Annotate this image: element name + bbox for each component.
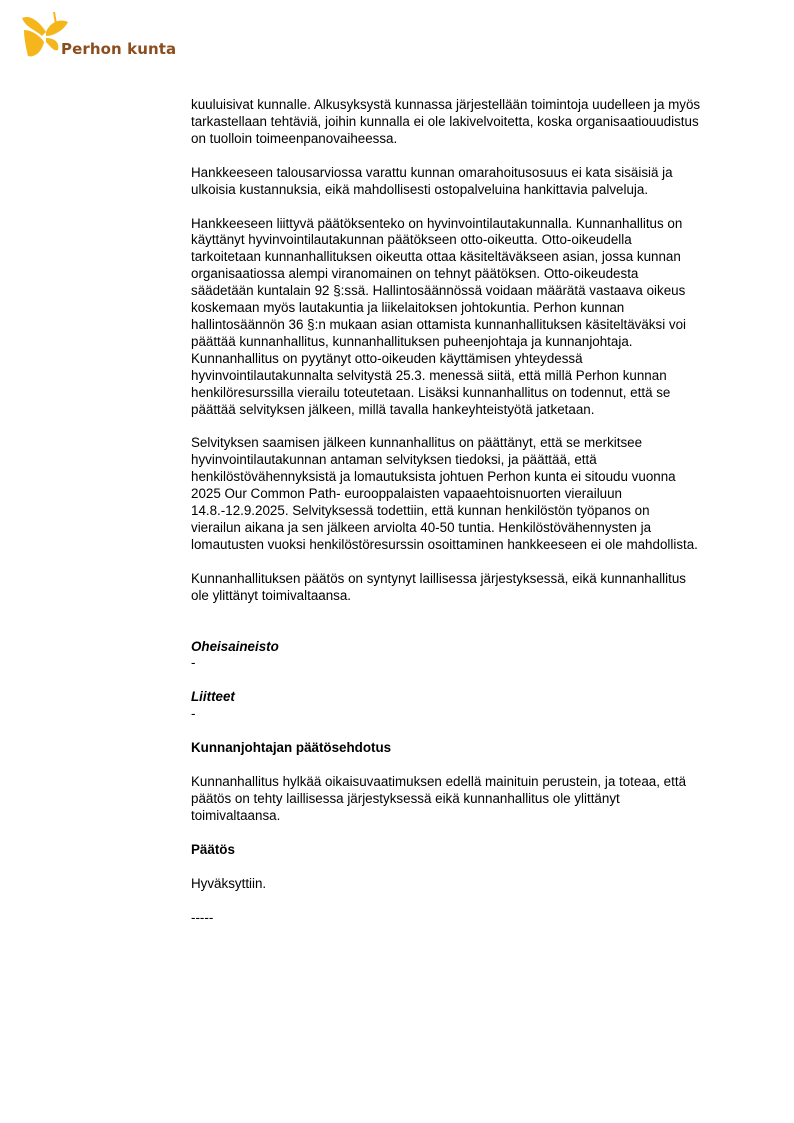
proposal-text: Kunnanhallitus hylkää oikaisuvaatimuksen edellä mainituin perustein, ja toteaa, että päätös on tehty laillisessa järjestyksessä eikä kunnanhallitus ole ylittänyt toimivaltaansa.	[191, 774, 687, 823]
paragraph: Hankkeeseen talousarviossa varattu kunnan omarahoitusosuus ei kata sisäisiä ja ulkoisia kustannuksia, eikä mahdollisesti ostopalveluina hankittavia palveluja.	[191, 164, 673, 197]
liitteet-heading: Liitteet	[191, 689, 235, 705]
logo-text: Perhon kunta	[61, 40, 177, 58]
proposal-heading: Kunnanjohtajan päätösehdotus	[191, 740, 392, 756]
liitteet-value: -	[191, 706, 196, 722]
paragraph: Selvityksen saamisen jälkeen kunnanhallitus on päättänyt, että se merkitsee hyvinvointilautakunnan antaman selvityksen tiedoksi, ja päättää, että henkilöstövähennyksistä ja lomautuksista johtuen Perhon kunta ei sitoudu vuonna 2025 Our Common Path- eurooppalaisten vapaaehtoisnuorten vierailuun 14.8.-12.9.2025. Selvityksessä todettiin, että kunnan henkilöstön työpanos on vierailun aikana ja sen jälkeen arviolta 40-50 tuntia. Henkilöstövähennysten ja lomautusten vuoksi henkilöstöresurssin osoittaminen hankkeeseen ei ole mahdollista.	[191, 435, 698, 552]
oheisaineisto-value: -	[191, 655, 196, 671]
end-marker: -----	[191, 909, 214, 925]
page-header	[20, 12, 220, 62]
paragraph: Hankkeeseen liittyvä päätöksenteko on hyvinvointilautakunnalla. Kunnanhallitus on käyttänyt hyvinvointilautakunnan päätökseen otto-oikeutta. Otto-oikeudella tarkoitetaan kunnanhallituksen oikeutta ottaa käsiteltäväkseen asian, jossa kunnan organisaatiossa alempi viranomainen on tehnyt päätöksen. Otto-oikeudesta säädetään kuntalain 92 §:ssä. Hallintosäännössä voidaan määrätä vastaava oikeus koskemaan myös lautakuntia ja liikelaitoksen johtokuntia. Perhon kunnan hallintosäännön 36 §:n mukaan asian ottamista kunnanhallituksen käsiteltäväksi voi päättää kunnanhallitus, kunnanhallituksen puheenjohtaja ja kunnanjohtaja. Kunnanhallitus on pyytänyt otto-oikeuden käyttämisen yhteydessä hyvinvointilautakunnalta selvitystä 25.3. menessä siitä, että millä Perhon kunnan henkilöresurssilla vierailu toteutetaan. Lisäksi kunnanhallitus on todennut, että se päättää selvityksen jälkeen, millä tavalla hankeyhteistyötä jatketaan.	[191, 215, 687, 417]
decision-heading: Päätös	[191, 841, 235, 857]
decision-text: Hyväksyttiin.	[191, 875, 267, 891]
paragraph: Kunnanhallituksen päätös on syntynyt laillisessa järjestyksessä, eikä kunnanhallitus ole ylittänyt toimivaltaansa.	[191, 570, 686, 603]
oheisaineisto-heading: Oheisaineisto	[191, 638, 279, 654]
document-body	[191, 97, 701, 927]
paragraph: kuuluisivat kunnalle. Alkusyksystä kunnassa järjestellään toimintoja uudelleen ja myös tarkastellaan tehtäviä, joihin kunnalla ei ole lakivelvoitetta, koska organisaatiouudistus on tuolloin toimeenpanovaiheessa.	[191, 97, 701, 146]
